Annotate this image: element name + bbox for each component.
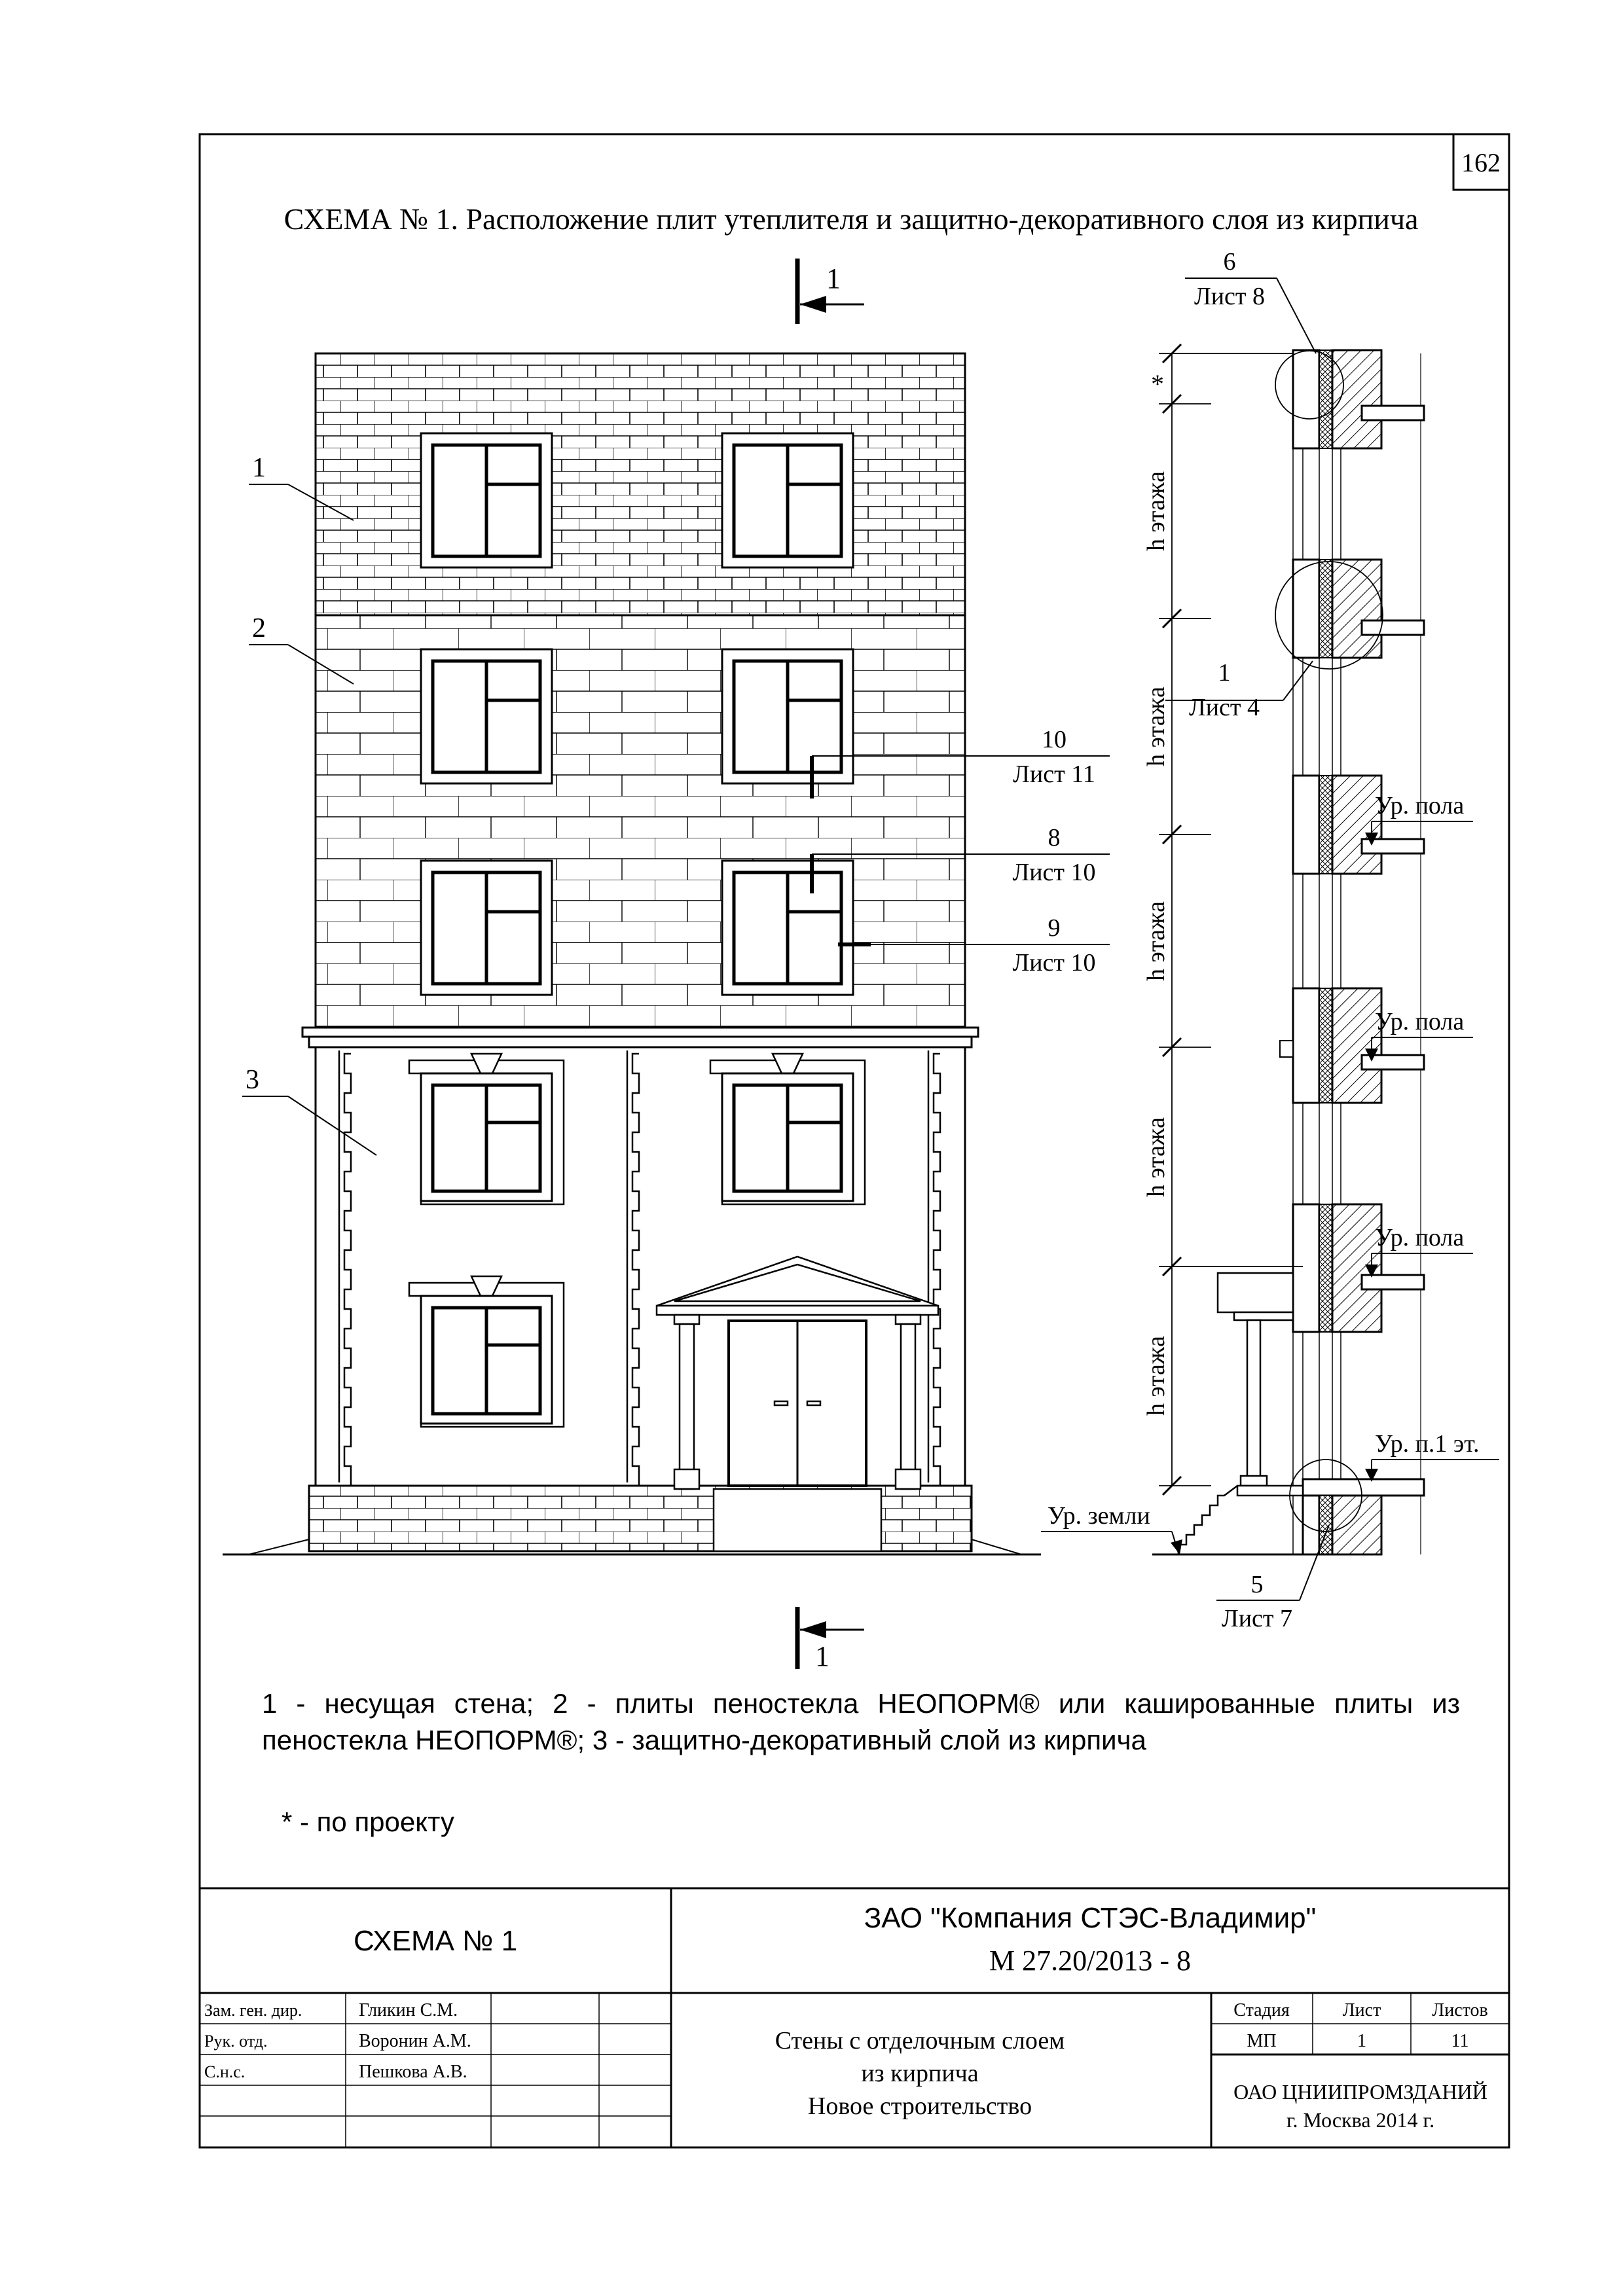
- first-floor-level-marker: [1365, 1430, 1499, 1482]
- detail-ref-1-num: 1: [1218, 659, 1231, 687]
- footnote: * - по проекту: [282, 1806, 454, 1837]
- description-line: Новое строительство: [807, 2092, 1032, 2120]
- dim-floor-height: h этажа: [1142, 1117, 1170, 1197]
- role-label: Зам. ген. дир.: [204, 2001, 302, 2020]
- detail-ref-6-sheet: Лист 8: [1194, 283, 1266, 310]
- signatory-name: Воронин А.М.: [359, 2031, 471, 2051]
- window: [722, 861, 853, 995]
- cornice: [302, 1028, 978, 1047]
- dim-floor-height: h этажа: [1142, 687, 1170, 766]
- dim-floor-height: h этажа: [1142, 1336, 1170, 1416]
- detail-ref-5-sheet: Лист 7: [1221, 1605, 1293, 1632]
- floor-level-label: Ур. пола: [1375, 792, 1465, 819]
- ground-level-label: Ур. земли: [1048, 1502, 1150, 1530]
- detail-ref-10-num: 10: [1042, 726, 1067, 753]
- ground-level-marker: [1041, 1502, 1182, 1554]
- slab-unit: [1293, 560, 1424, 658]
- dim-floor-height: h этажа: [1142, 901, 1170, 981]
- detail-ref-6-num: 6: [1223, 248, 1236, 276]
- dim-asterisk: *: [1151, 369, 1164, 399]
- company-name: ЗАО "Компания СТЭС-Владимир": [864, 1902, 1317, 1934]
- wall-section: [1041, 248, 1499, 1632]
- description-line: из кирпича: [861, 2060, 979, 2087]
- detail-ref-9-num: 9: [1048, 914, 1061, 942]
- sheets-header: Листов: [1432, 2000, 1488, 2020]
- detail-ref-8-sheet: Лист 10: [1012, 859, 1096, 886]
- ground-floor-section: [1152, 1479, 1424, 1554]
- section-mark-top: [797, 259, 864, 324]
- callout-2: 2: [252, 613, 266, 643]
- signatory-name: Гликин С.М.: [359, 2000, 458, 2020]
- facade-elevation: [223, 353, 1110, 1554]
- role-label: Рук. отд.: [204, 2032, 268, 2051]
- drawing-title: СХЕМА № 1. Расположение плит утеплителя и защитно-декоративного слоя из кирпича: [283, 202, 1419, 236]
- window: [421, 861, 552, 995]
- detail-ref-1-sheet: Лист 4: [1188, 694, 1260, 721]
- window-with-surround: [710, 1054, 865, 1204]
- facade-insulation-panels: [316, 615, 965, 1028]
- callout-3: 3: [246, 1065, 259, 1095]
- first-floor-level-label: Ур. п.1 эт.: [1375, 1430, 1480, 1458]
- facade-brick-top: [316, 353, 965, 615]
- dimension-chain: [1159, 344, 1303, 1495]
- scheme-name: СХЕМА № 1: [353, 1925, 518, 1957]
- role-label: С.н.с.: [204, 2062, 246, 2081]
- slab-unit-top: [1293, 350, 1424, 448]
- page-number: 162: [1461, 148, 1501, 177]
- window: [421, 649, 552, 783]
- floor-level-label: Ур. пола: [1375, 1008, 1465, 1035]
- callout-1: 1: [252, 453, 266, 483]
- organization-name: ОАО ЦНИИПРОМЗДАНИЙ: [1233, 2080, 1487, 2104]
- stage-header: Стадия: [1233, 2000, 1290, 2020]
- description-line: Стены с отделочным слоем: [775, 2027, 1065, 2054]
- slab-unit: [1280, 988, 1424, 1103]
- legend-text: 1 - несущая стена; 2 - плиты пеностекла НЕОПОРМ® или кашированные плиты из пеностекла НЕОПОРМ®; 3 - защитно-декоративный слой из кирпича: [262, 1688, 1460, 1755]
- stage-value: МП: [1247, 2031, 1277, 2051]
- signatory-name: Пешкова А.В.: [359, 2062, 467, 2082]
- window-with-surround: [409, 1054, 564, 1204]
- floor-level-label: Ур. пола: [1375, 1224, 1465, 1251]
- dim-floor-height: h этажа: [1142, 471, 1170, 551]
- section-mark-bottom: [797, 1607, 864, 1672]
- slab-unit: [1293, 776, 1424, 874]
- window-with-surround: [409, 1276, 564, 1427]
- facade-brick-lower: [316, 1047, 965, 1486]
- detail-ref-8-num: 8: [1048, 824, 1061, 852]
- section-mark-top-label: 1: [826, 262, 841, 295]
- sheet-value: 1: [1357, 2031, 1366, 2051]
- canopy-section: [1218, 1273, 1293, 1486]
- window: [722, 433, 853, 567]
- detail-ref-9-sheet: Лист 10: [1012, 949, 1096, 977]
- document-code: М 27.20/2013 - 8: [989, 1945, 1191, 1977]
- sheets-value: 11: [1451, 2031, 1469, 2051]
- window: [421, 433, 552, 567]
- sheet-header: Лист: [1342, 2000, 1381, 2020]
- detail-ref-10-sheet: Лист 11: [1013, 761, 1095, 788]
- city-year: г. Москва 2014 г.: [1286, 2108, 1435, 2132]
- window: [722, 649, 853, 783]
- detail-ref-5-num: 5: [1250, 1571, 1264, 1598]
- section-mark-bottom-label: 1: [815, 1640, 830, 1672]
